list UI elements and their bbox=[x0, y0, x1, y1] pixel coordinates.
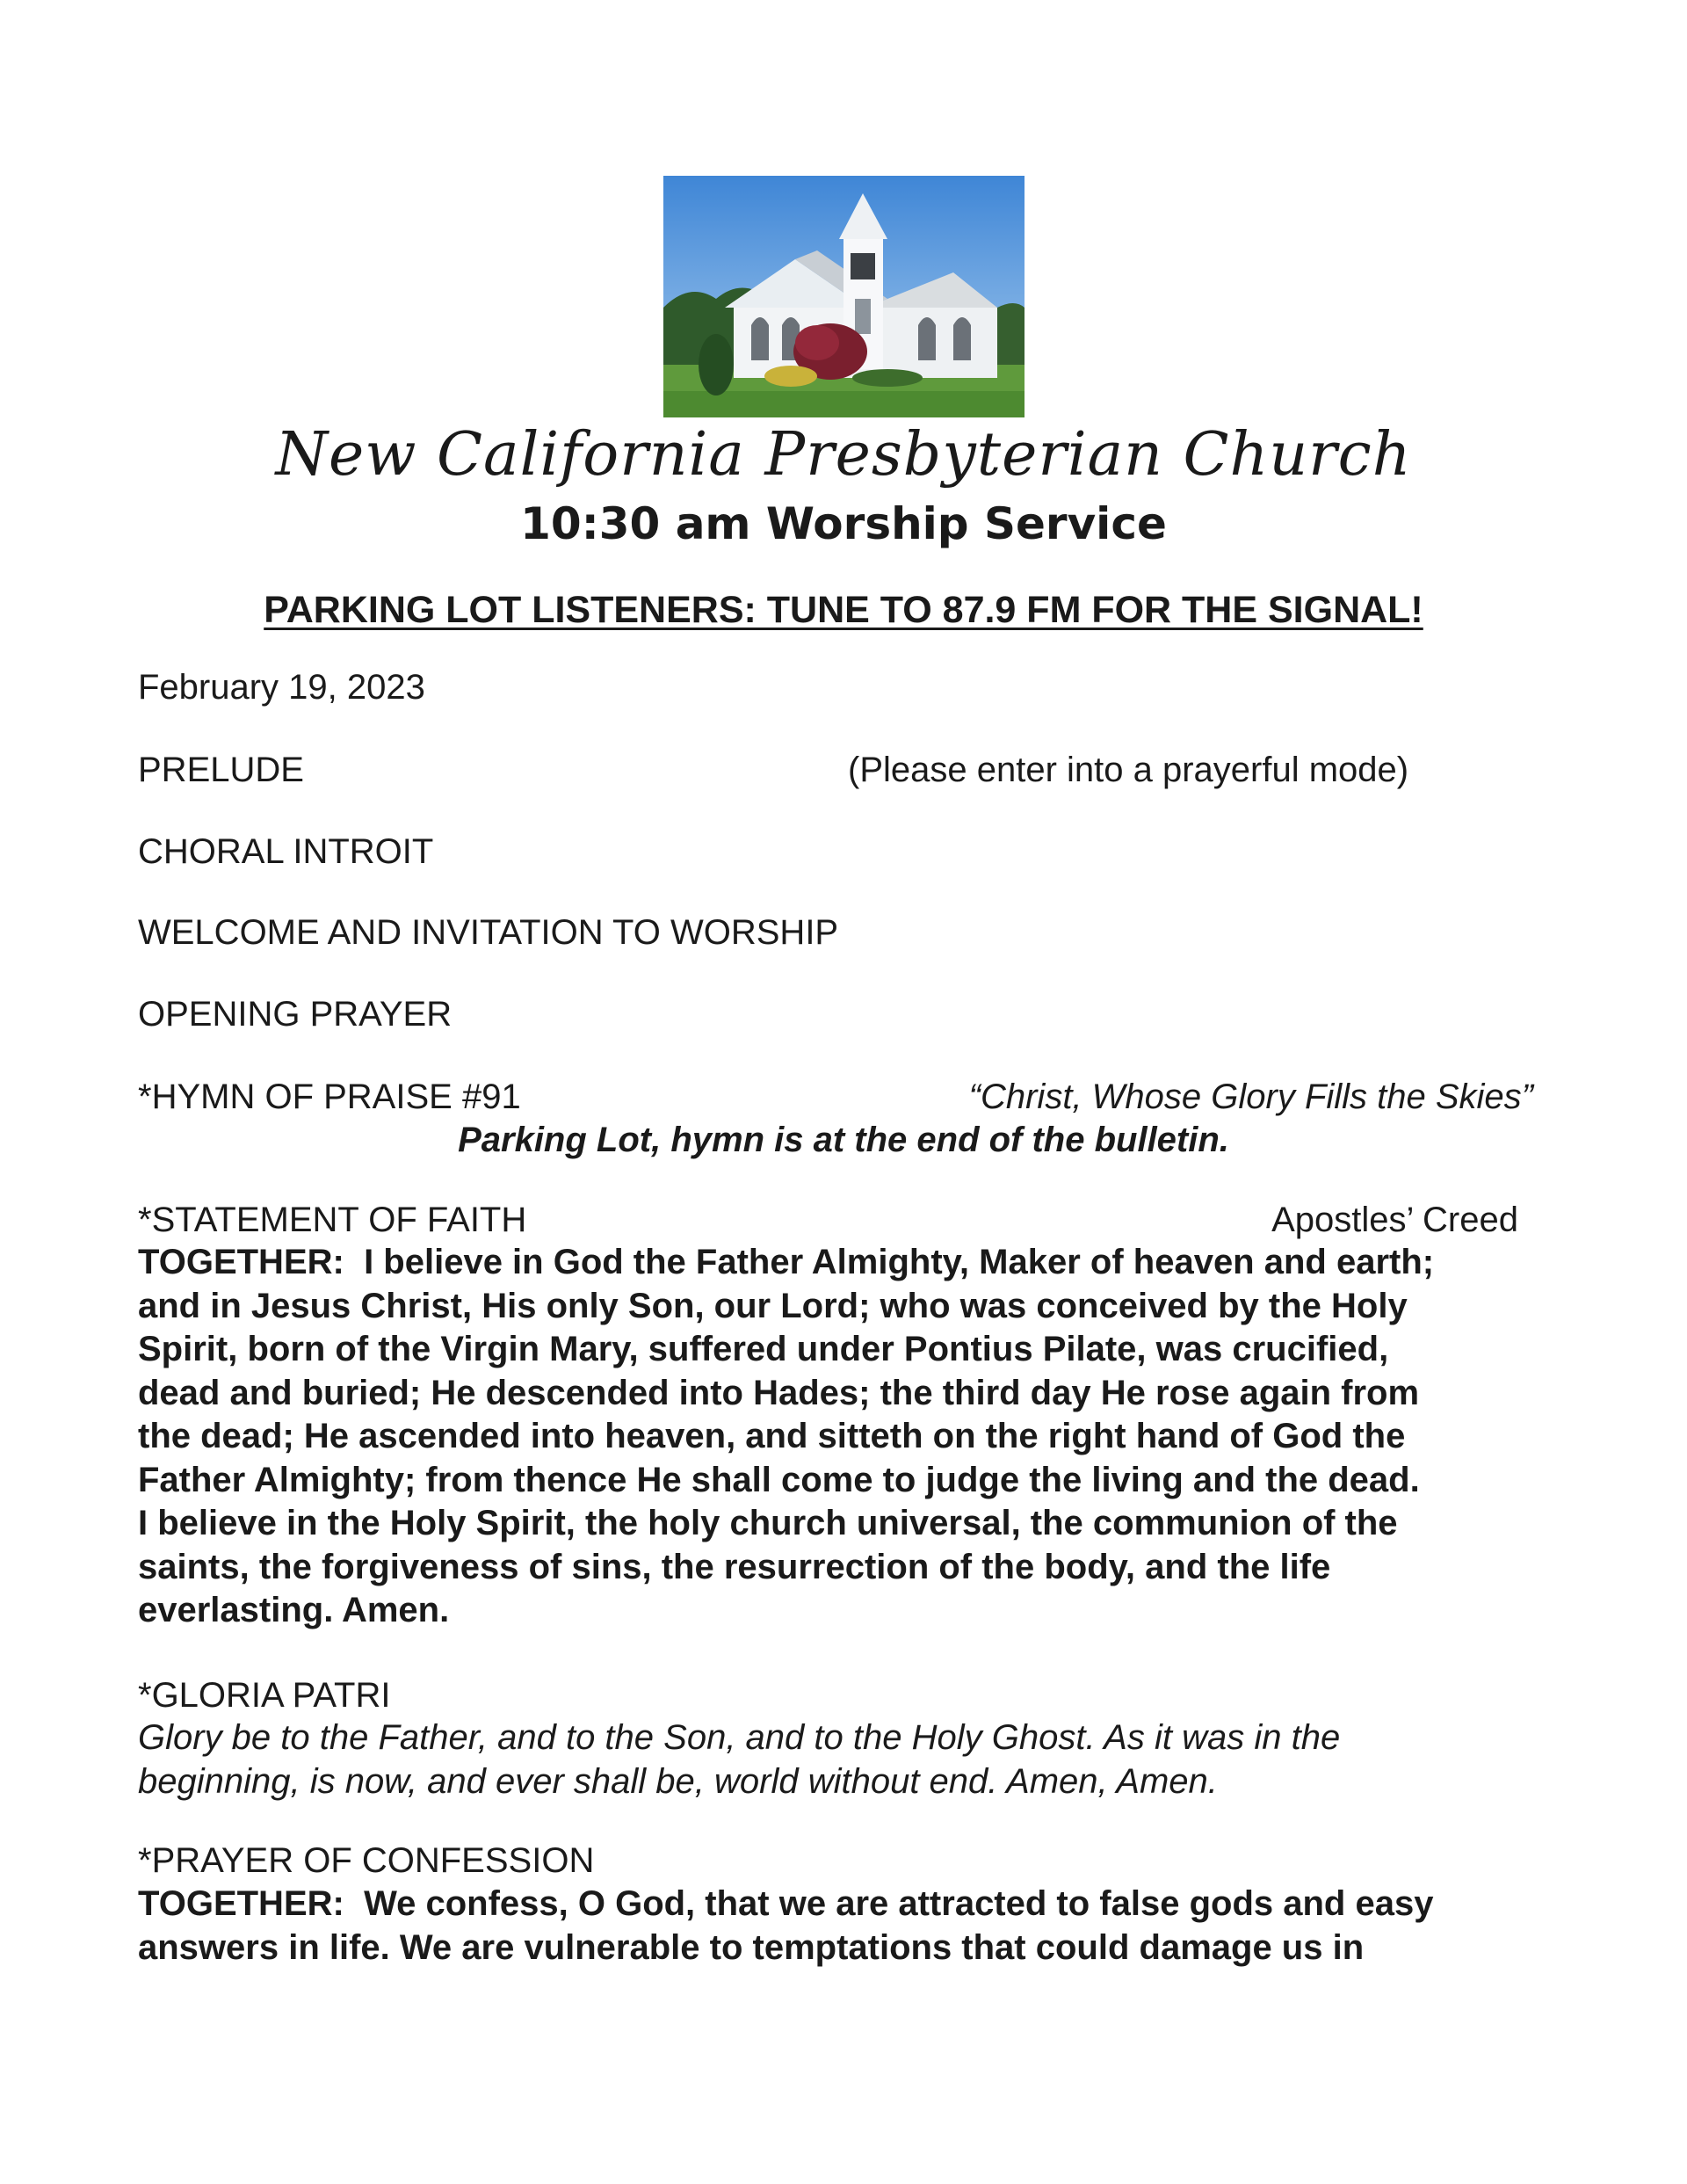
creed-line: I believe in the Holy Spirit, the holy church universal, the communion of the bbox=[138, 1504, 1398, 1542]
hymn-note: Parking Lot, hymn is at the end of the bulletin. bbox=[458, 1121, 1229, 1159]
church-photo bbox=[663, 176, 1025, 417]
confession-line: answers in life. We are vulnerable to temptations that could damage us in bbox=[138, 1927, 1365, 1967]
hymn-label: *HYMN OF PRAISE #91 bbox=[138, 1077, 521, 1116]
statement-of-faith-source: Apostles’ Creed bbox=[1271, 1201, 1518, 1239]
prayer-of-confession-label: *PRAYER OF CONFESSION bbox=[138, 1841, 595, 1880]
service-time: 10:30 am Worship Service bbox=[520, 498, 1167, 549]
creed-line: and in Jesus Christ, His only Son, our Lord; who was conceived by the Holy bbox=[138, 1286, 1408, 1325]
church-name: New California Presbyterian Church bbox=[275, 420, 1412, 490]
gloria-patri-text bbox=[138, 1716, 1561, 1803]
prelude-label: PRELUDE bbox=[138, 751, 304, 789]
prayer-of-confession-text bbox=[138, 1883, 1561, 1970]
welcome-label: WELCOME AND INVITATION TO WORSHIP bbox=[138, 913, 839, 952]
prelude-note: (Please enter into a prayerful mode) bbox=[848, 751, 1409, 789]
gloria-line: beginning, is now, and ever shall be, world without end. Amen, Amen. bbox=[138, 1761, 1218, 1801]
creed-line: everlasting. Amen. bbox=[138, 1591, 450, 1629]
together-label: TOGETHER: bbox=[138, 1884, 344, 1923]
creed-line: dead and buried; He descended into Hades; the third day He rose again from bbox=[138, 1373, 1420, 1412]
service-date: February 19, 2023 bbox=[138, 668, 425, 707]
church-photo-illustration bbox=[663, 176, 1025, 417]
creed-line: saints, the forgiveness of sins, the resurrection of the body, and the life bbox=[138, 1547, 1331, 1586]
gloria-patri-label: *GLORIA PATRI bbox=[138, 1676, 391, 1715]
confession-line: TOGETHER: We confess, O God, that we are attracted to false gods and easy bbox=[138, 1884, 1434, 1923]
creed-line: TOGETHER: I believe in God the Father Almighty, Maker of heaven and earth; bbox=[138, 1243, 1435, 1281]
choral-introit-label: CHORAL INTROIT bbox=[138, 832, 434, 871]
creed-line: Father Almighty; from thence He shall come to judge the living and the dead. bbox=[138, 1460, 1420, 1499]
opening-prayer-label: OPENING PRAYER bbox=[138, 995, 453, 1034]
statement-of-faith-label: *STATEMENT OF FAITH bbox=[138, 1201, 527, 1239]
hymn-title: “Christ, Whose Glory Fills the Skies” bbox=[968, 1077, 1533, 1116]
parking-banner: PARKING LOT LISTENERS: TUNE TO 87.9 FM FOR THE SIGNAL! bbox=[264, 589, 1423, 631]
statement-of-faith-text bbox=[138, 1241, 1561, 1633]
creed-line: the dead; He ascended into heaven, and sitteth on the right hand of God the bbox=[138, 1417, 1406, 1455]
creed-line: Spirit, born of the Virgin Mary, suffered under Pontius Pilate, was crucified, bbox=[138, 1330, 1389, 1368]
gloria-line: Glory be to the Father, and to the Son, and to the Holy Ghost. As it was in the bbox=[138, 1718, 1341, 1757]
together-label: TOGETHER: bbox=[138, 1243, 344, 1281]
